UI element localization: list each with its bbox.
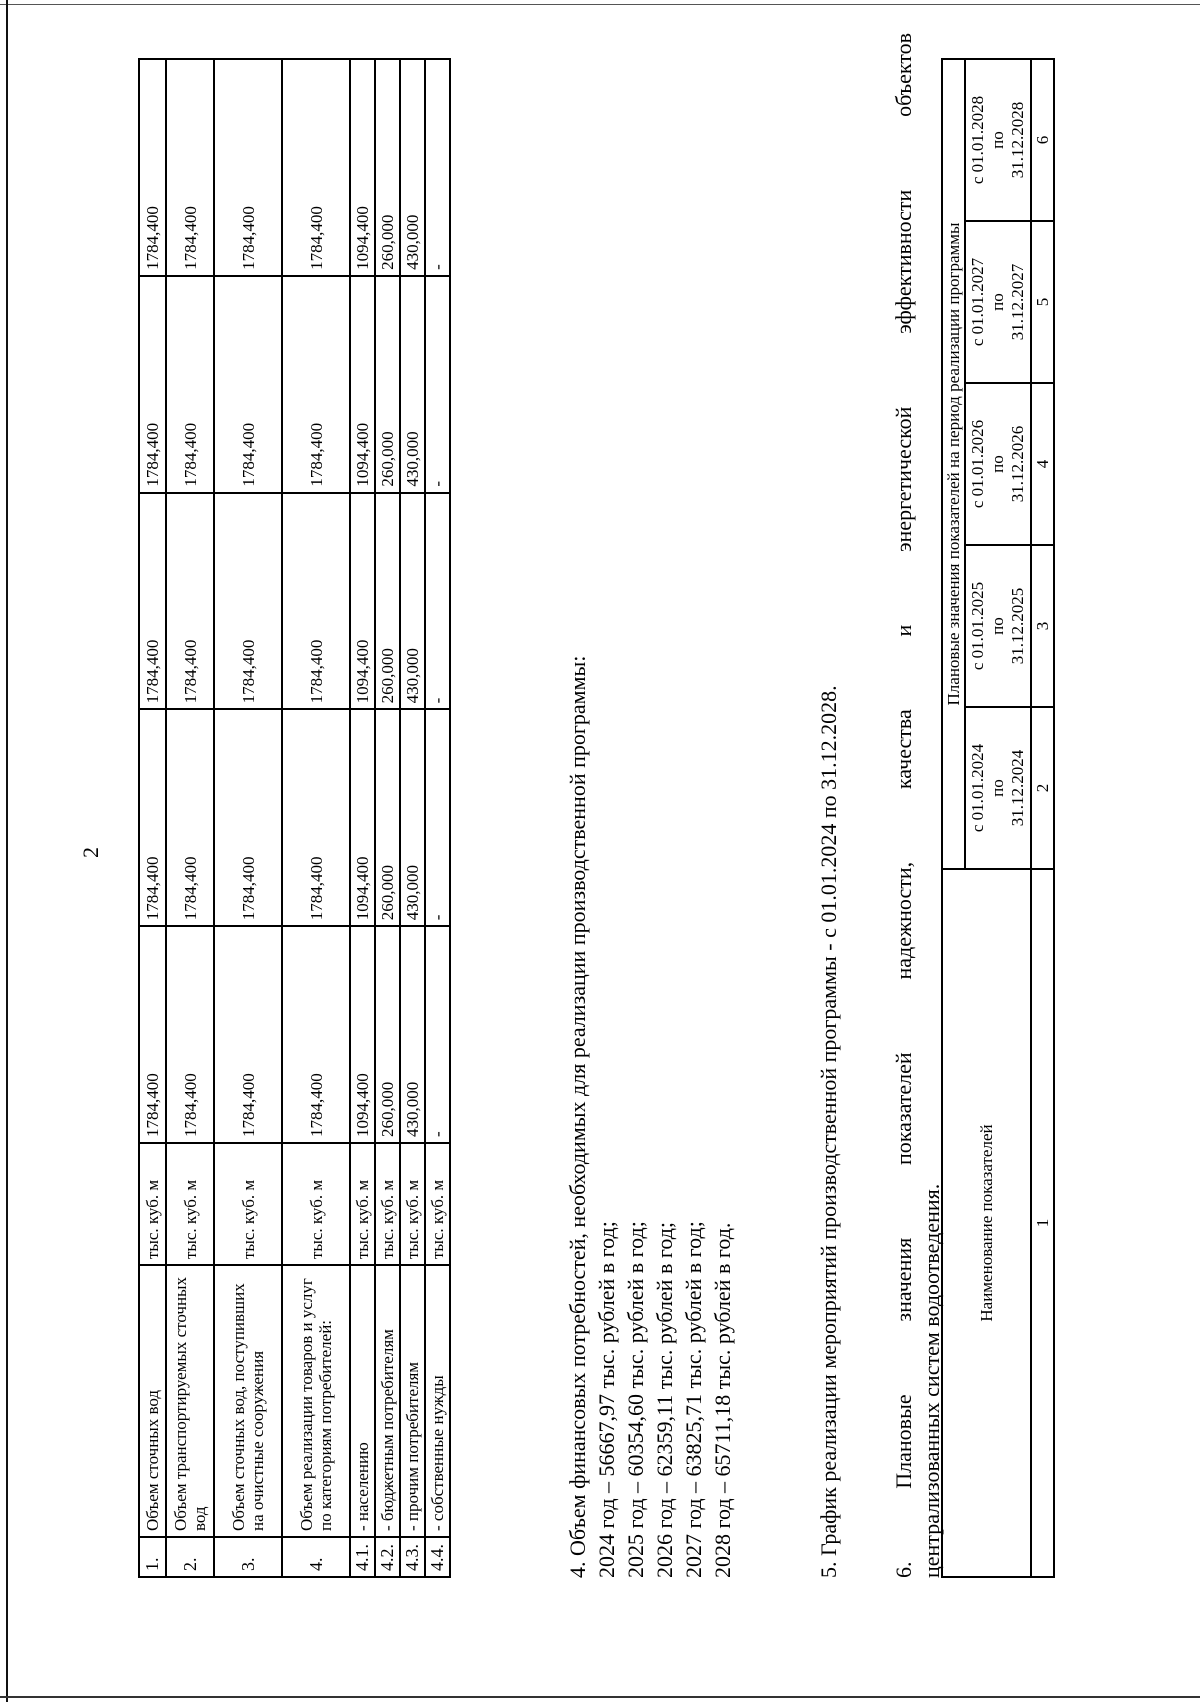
row-unit: тыс. куб. м	[425, 1143, 450, 1265]
row-value: -	[425, 709, 450, 926]
scan-edge-bottom	[0, 1696, 1200, 1698]
row-value: 1784,400	[139, 926, 166, 1143]
table-row	[139, 59, 166, 1577]
row-value: 1094,400	[350, 926, 375, 1143]
financial-needs-line: 2026 год – 62359,11 тыс. рублей в год;	[652, 1222, 677, 1578]
row-number: 4.4.	[425, 1537, 450, 1577]
row-value: 1094,400	[350, 493, 375, 710]
row-value: 1784,400	[282, 493, 350, 710]
financial-needs-title: 4. Объем финансовых потребностей, необходимых для реализации производственной программы:	[565, 655, 590, 1578]
row-number: 3.	[214, 1537, 282, 1577]
row-name: - населению	[350, 1265, 375, 1537]
row-unit: тыс. куб. м	[139, 1143, 166, 1265]
table-row	[214, 59, 282, 1577]
row-value: 1784,400	[139, 276, 166, 493]
row-value: 1784,400	[214, 276, 282, 493]
row-unit: тыс. куб. м	[282, 1143, 350, 1265]
period-header: с 01.01.2024 по 31.12.2024	[965, 707, 1031, 869]
row-number: 4.3.	[400, 1537, 425, 1577]
table-row	[166, 59, 214, 1577]
scan-edge-left	[6, 0, 8, 1702]
row-value: 260,000	[375, 709, 400, 926]
indicator-name-header: Наименование показателей	[942, 869, 1031, 1577]
period-header: с 01.01.2028 по 31.12.2028	[965, 59, 1031, 221]
row-value: 1784,400	[139, 493, 166, 710]
table-row	[942, 59, 965, 1577]
row-value: 1784,400	[214, 709, 282, 926]
row-unit: тыс. куб. м	[350, 1143, 375, 1265]
row-value: 260,000	[375, 276, 400, 493]
row-value: 1784,400	[214, 59, 282, 276]
indicators-section-line1: 6. Плановые значения показателей надежности, качества и энергетической эффективности объектов	[891, 33, 916, 1578]
row-value: 1094,400	[350, 709, 375, 926]
row-number: 4.2.	[375, 1537, 400, 1577]
row-name: Объем сточных вод	[139, 1265, 166, 1537]
row-name: Объем реализации товаров и услуг по категориям потребителей:	[282, 1265, 350, 1537]
row-value: 260,000	[375, 926, 400, 1143]
row-value: 260,000	[375, 59, 400, 276]
financial-needs-line: 2025 год – 60354,60 тыс. рублей в год;	[623, 1221, 648, 1578]
row-value: 1784,400	[214, 926, 282, 1143]
financial-needs-section	[563, 656, 737, 1578]
row-value: -	[425, 59, 450, 276]
table-row	[1031, 59, 1054, 1577]
period-header: с 01.01.2025 по 31.12.2025	[965, 545, 1031, 707]
row-number: 4.1.	[350, 1537, 375, 1577]
table-row	[400, 59, 425, 1577]
indicators-section	[890, 33, 946, 1578]
volumes-table	[138, 58, 451, 1578]
row-unit: тыс. куб. м	[214, 1143, 282, 1265]
period-header: с 01.01.2027 по 31.12.2027	[965, 221, 1031, 383]
table-row	[375, 59, 400, 1577]
table-row	[350, 59, 375, 1577]
row-value: 1784,400	[166, 926, 214, 1143]
table-row	[282, 59, 350, 1577]
row-number: 4.	[282, 1537, 350, 1577]
schedule-section: 5. График реализации мероприятий производственной программы - с 01.01.2024 по 31.12.2028.	[816, 685, 841, 1578]
scan-edge-top	[0, 4, 1200, 5]
row-value: 1784,400	[214, 493, 282, 710]
column-number: 2	[1031, 707, 1054, 869]
row-value: 1784,400	[282, 276, 350, 493]
row-name: Объем транспортируемых сточных вод	[166, 1265, 214, 1537]
row-value: 430,000	[400, 59, 425, 276]
financial-needs-line: 2027 год – 63825,71 тыс. рублей в год;	[681, 1221, 706, 1578]
row-name: Объем сточных вод, поступивших на очистные сооружения	[214, 1265, 282, 1537]
row-value: 1784,400	[282, 709, 350, 926]
row-value: 1094,400	[350, 59, 375, 276]
row-value: 430,000	[400, 926, 425, 1143]
row-value: 1784,400	[139, 709, 166, 926]
row-name: - собственные нужды	[425, 1265, 450, 1537]
row-number: 2.	[166, 1537, 214, 1577]
row-value: 260,000	[375, 493, 400, 710]
row-unit: тыс. куб. м	[375, 1143, 400, 1265]
row-value: 1784,400	[282, 926, 350, 1143]
row-unit: тыс. куб. м	[400, 1143, 425, 1265]
page-number: 2	[78, 847, 103, 858]
column-number: 3	[1031, 545, 1054, 707]
rotated-document-page	[38, 33, 1163, 1658]
row-unit: тыс. куб. м	[166, 1143, 214, 1265]
row-name: - прочим потребителям	[400, 1265, 425, 1537]
row-value: 1784,400	[166, 709, 214, 926]
indicators-section-line2: централизованных систем водоотведения.	[919, 1183, 944, 1578]
row-number: 1.	[139, 1537, 166, 1577]
row-value: 1784,400	[166, 276, 214, 493]
row-value: -	[425, 926, 450, 1143]
row-value: 1784,400	[282, 59, 350, 276]
column-number: 1	[1031, 869, 1054, 1577]
row-value: 1094,400	[350, 276, 375, 493]
row-value: 1784,400	[139, 59, 166, 276]
row-value: 1784,400	[166, 59, 214, 276]
table-row	[425, 59, 450, 1577]
row-value: -	[425, 493, 450, 710]
row-value: -	[425, 276, 450, 493]
row-value: 1784,400	[166, 493, 214, 710]
row-value: 430,000	[400, 276, 425, 493]
column-number: 4	[1031, 383, 1054, 545]
period-header: с 01.01.2026 по 31.12.2026	[965, 383, 1031, 545]
row-value: 430,000	[400, 493, 425, 710]
financial-needs-line: 2024 год – 56667,97 тыс. рублей в год;	[594, 1221, 619, 1578]
planned-values-header: Плановые значения показателей на период реализации программы	[942, 59, 965, 869]
indicators-table	[941, 58, 1055, 1578]
column-number: 5	[1031, 221, 1054, 383]
row-name: - бюджетным потребителям	[375, 1265, 400, 1537]
column-number: 6	[1031, 59, 1054, 221]
row-value: 430,000	[400, 709, 425, 926]
financial-needs-line: 2028 год – 65711,18 тыс. рублей в год.	[710, 1222, 735, 1578]
